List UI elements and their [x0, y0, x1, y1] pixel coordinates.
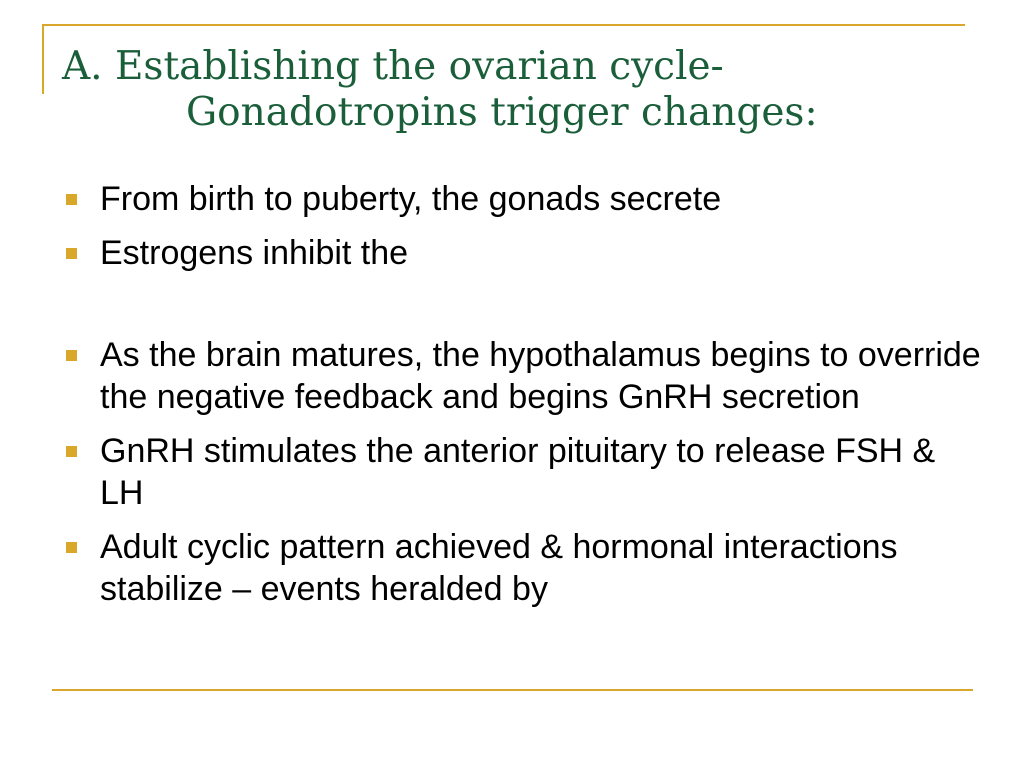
bottom-rule — [52, 689, 973, 691]
bullet-text: As the brain matures, the hypothalamus begins to override the negative feedback and begins GnRH secretion — [100, 336, 981, 416]
bullet-text: From birth to puberty, the gonads secrete — [100, 180, 722, 218]
bullet-text: Estrogens inhibit the — [100, 234, 409, 272]
title-line-1: A. Establishing the ovarian cycle- — [62, 44, 724, 89]
square-bullet-icon — [66, 446, 77, 457]
top-rule — [42, 24, 965, 26]
left-rule — [42, 24, 44, 94]
bullet-item — [62, 232, 982, 274]
bullet-text: Adult cyclic pattern achieved & hormonal interactions stabilize – events heralded by — [100, 528, 898, 608]
square-bullet-icon — [66, 542, 77, 553]
square-bullet-icon — [66, 194, 77, 205]
bullet-text: GnRH stimulates the anterior pituitary to release FSH & LH — [100, 432, 936, 512]
title-line-2: Gonadotropins trigger changes: — [186, 90, 818, 135]
slide-title — [62, 44, 962, 136]
bullet-list — [62, 178, 982, 622]
bullet-item — [62, 334, 982, 418]
bullet-item — [62, 430, 982, 514]
square-bullet-icon — [66, 248, 77, 259]
square-bullet-icon — [66, 350, 77, 361]
bullet-item — [62, 178, 982, 220]
bullet-item — [62, 526, 982, 610]
